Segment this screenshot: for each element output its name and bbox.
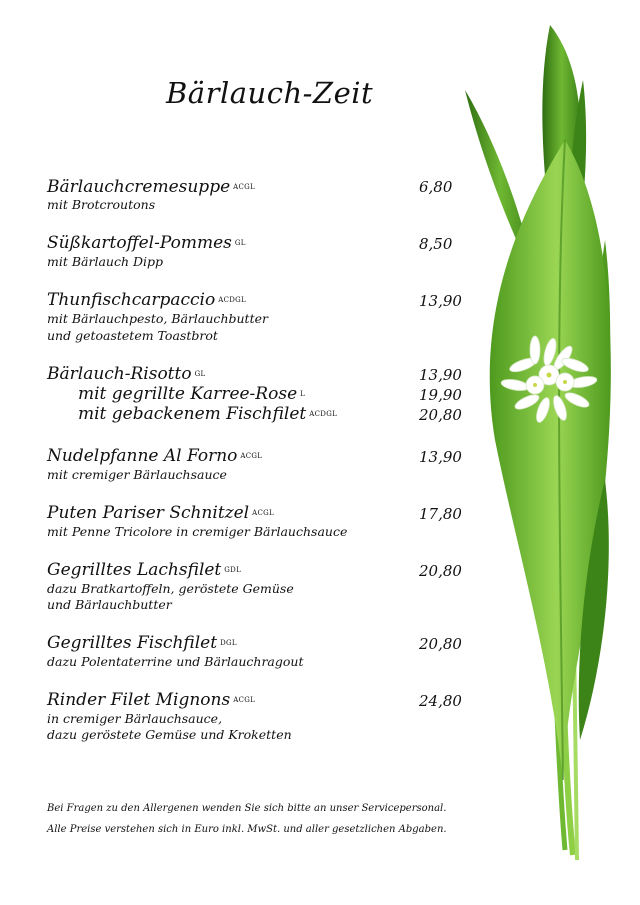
allergen-code: ACGL xyxy=(233,696,256,704)
menu-item-description: und Bärlauchbutter xyxy=(47,597,172,612)
menu-item-price: 20,80 xyxy=(419,562,462,580)
menu-item-name: Rinder Filet Mignons ACGL xyxy=(47,690,256,710)
menu-item-description: mit cremiger Bärlauchsauce xyxy=(47,467,227,482)
allergen-code: GL xyxy=(234,239,246,247)
menu-item-price: 13,90 xyxy=(419,448,462,466)
menu-item-description: dazu Bratkartoffeln, geröstete Gemüse xyxy=(47,581,294,596)
allergen-code: ACDGL xyxy=(309,410,338,418)
menu-item-description: mit Penne Tricolore in cremiger Bärlauchsauce xyxy=(47,524,348,539)
menu-item-price: 13,90 xyxy=(419,366,462,384)
menu-item-name: Nudelpfanne Al Forno ACGL xyxy=(47,446,263,466)
menu-option-price: 20,80 xyxy=(419,406,462,424)
menu-item-description: dazu geröstete Gemüse und Kroketten xyxy=(47,727,292,742)
allergen-code: ACGL xyxy=(252,509,274,517)
allergen-code: GDL xyxy=(224,566,242,574)
menu-item-name: Thunfischcarpaccio ACDGL xyxy=(47,290,246,310)
allergen-code: L xyxy=(300,390,306,398)
menu-item-price: 20,80 xyxy=(419,635,462,653)
menu-item-description: mit Bärlauch Dipp xyxy=(47,254,164,269)
menu-item-name: Gegrilltes Lachsfilet GDL xyxy=(47,560,242,580)
menu-item-name: Bärlauch-Risotto GL xyxy=(47,364,206,384)
menu-item-price: 8,50 xyxy=(419,235,453,253)
menu-item-description: und getoastetem Toastbrot xyxy=(47,328,218,343)
menu-item-price: 17,80 xyxy=(419,505,462,523)
allergen-code: ACDGL xyxy=(218,296,246,304)
footer-price-note: Alle Preise verstehen sich in Euro inkl. MwSt. und aller gesetzlichen Abgaben. xyxy=(47,824,447,835)
allergen-code: ACGL xyxy=(240,452,263,460)
menu-item-description: mit Brotcroutons xyxy=(47,197,156,212)
menu-option-name: mit gegrillte Karree-Rose L xyxy=(78,384,306,404)
wild-garlic-plant-image xyxy=(455,20,635,890)
allergen-code: GL xyxy=(194,370,206,378)
menu-title: Bärlauch-Zeit xyxy=(166,76,374,110)
menu-item-description: in cremiger Bärlauchsauce, xyxy=(47,711,223,726)
menu-item-price: 13,90 xyxy=(419,292,462,310)
menu-item-description: dazu Polentaterrine und Bärlauchragout xyxy=(47,654,304,669)
menu-item-name: Gegrilltes Fischfilet DGL xyxy=(47,633,237,653)
menu-item-price: 6,80 xyxy=(419,178,453,196)
footer-allergen-note: Bei Fragen zu den Allergenen wenden Sie sich bitte an unser Servicepersonal. xyxy=(47,803,447,814)
allergen-code: DGL xyxy=(220,639,237,647)
menu-item-name: Bärlauchcremesuppe ACGL xyxy=(47,177,255,197)
menu-item-price: 24,80 xyxy=(419,692,462,710)
menu-item-description: mit Bärlauchpesto, Bärlauchbutter xyxy=(47,311,268,326)
menu-option-price: 19,90 xyxy=(419,386,462,404)
menu-option-name: mit gebackenem Fischfilet ACDGL xyxy=(78,404,338,424)
menu-item-name: Puten Pariser Schnitzel ACGL xyxy=(47,503,274,523)
menu-item-name: Süßkartoffel-Pommes GL xyxy=(47,233,246,253)
allergen-code: ACGL xyxy=(233,183,255,191)
